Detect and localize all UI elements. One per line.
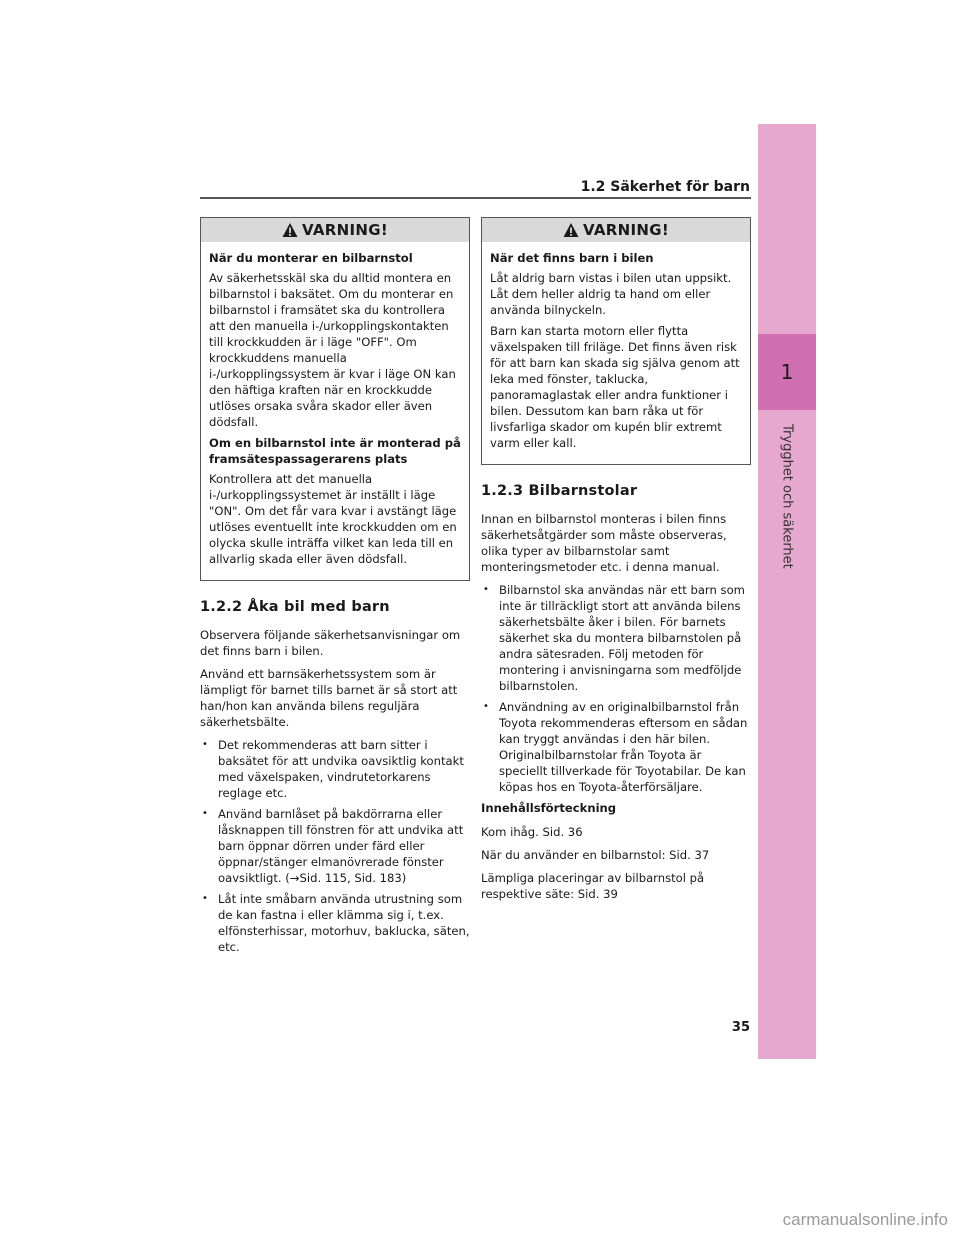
warning-subheading: När det finns barn i bilen <box>490 251 654 265</box>
warning-label: VARNING! <box>583 221 669 239</box>
watermark: carmanualsonline.info <box>782 1210 948 1229</box>
bullet-list <box>200 737 470 955</box>
list-item: • Använd barnlåset på bakdörrarna eller låsknappen till fönstren för att undvika att barn öppnar dörren under färd eller öppnar/stänger elmanövrerade fönster oavsiktligt. (→Sid. 115, Sid. 183) <box>200 806 470 886</box>
chapter-side-tab <box>758 124 816 1059</box>
toc-item: När du använder en bilbarnstol: Sid. 37 <box>481 848 710 862</box>
page-number: 35 <box>731 1020 750 1035</box>
paragraph: Innan en bilbarnstol monteras i bilen finns säkerhetsåtgärder som måste observeras, olika typer av bilbarnstolar samt monteringsmetoder etc. i denna manual. <box>481 512 727 574</box>
section-heading: 1.2.2 Åka bil med barn <box>200 599 390 615</box>
paragraph: Använd ett barnsäkerhetssystem som är lämpligt för barnet tills barnet är så stort att han/hon kan använda bilens reguljära säkerhetsbälte. <box>200 667 458 729</box>
warning-header <box>482 217 750 242</box>
warning-text: Kontrollera att det manuella i-/urkopplingssystemet är inställt i läge "ON". Om det får vara kvar i avstängt läge utlöses eventuellt inte krockkudden om en olycka skulle inträffa vilket kan leda till en allvarlig skada eller även dödsfall. <box>209 472 457 566</box>
warning-box-left <box>200 217 470 581</box>
paragraph: Observera följande säkerhetsanvisningar om det finns barn i bilen. <box>200 628 461 658</box>
list-item: • Användning av en originalbilbarnstol från Toyota rekommenderas eftersom en sådan kan tryggt användas i den här bilen. Originalbilbarnstolar från Toyota är speciellt tillverkade för Toyotabilar. De kan köpas hos en Toyota-återförsäljare. <box>481 699 751 795</box>
list-item: • Bilbarnstol ska användas när ett barn som inte är tillräckligt stort att använda bilens säkerhetsbälte åker i bilen. För barnets säkerhet ska du montera bilbarnstolen på andra sätesraden. Följ metoden för montering i anvisningarna som medföljde bilbarnstolen. <box>481 582 751 694</box>
warning-text: Barn kan starta motorn eller flytta växelspaken till friläge. Det finns även risk för att barn kan skada sig själva genom att leka med fönster, taklucka, panoramaglastak eller andra funktioner i bilen. Dessutom kan barn råka ut för livsfarliga skador om kupén blir extremt varm eller kall. <box>490 324 740 450</box>
warning-text: Låt aldrig barn vistas i bilen utan uppsikt. Låt dem heller aldrig ta hand om eller använda bilnyckeln. <box>490 271 732 317</box>
left-column <box>200 217 470 961</box>
toc-item: Lämpliga placeringar av bilbarnstol på respektive säte: Sid. 39 <box>481 871 705 901</box>
list-item: • Låt inte småbarn använda utrustning som de kan fastna i eller klämma sig i, t.ex. elfönsterhissar, motorhuv, baklucka, säten, etc. <box>200 891 470 955</box>
warning-icon <box>282 222 298 238</box>
warning-text: Av säkerhetsskäl ska du alltid montera en bilbarnstol i baksätet. Om du monterar en bilbarnstol i framsätet ska du kontrollera att den manuella i-/urkopplingskontakten till krockkudden är i läge "OFF". Om krockkuddens manuella i-/urkopplingssystem är kvar i läge ON kan den häftiga kraften när en krockkudde utlöses orsaka svåra skador eller även dödsfall. <box>209 271 456 429</box>
chapter-number: 1 <box>758 334 816 410</box>
toc-heading: Innehållsförteckning <box>481 801 617 815</box>
header-divider <box>200 197 751 199</box>
warning-box-right <box>481 217 751 465</box>
section-heading: 1.2.3 Bilbarnstolar <box>481 483 638 499</box>
page-header-title: 1.2 Säkerhet för barn <box>580 179 750 195</box>
bullet-list <box>481 582 751 795</box>
warning-header <box>201 217 469 242</box>
toc-item: Kom ihåg. Sid. 36 <box>481 825 583 839</box>
right-column <box>481 217 751 909</box>
chapter-title-text: Trygghet och säkerhet <box>779 424 795 569</box>
warning-label: VARNING! <box>302 221 388 239</box>
warning-subheading: Om en bilbarnstol inte är monterad på framsätespassagerarens plats <box>209 436 461 466</box>
warning-icon <box>563 222 579 238</box>
chapter-title-vertical <box>758 424 816 604</box>
list-item: • Det rekommenderas att barn sitter i baksätet för att undvika oavsiktlig kontakt med växelspaken, vindrutetorkarens reglage etc. <box>200 737 470 801</box>
warning-subheading: När du monterar en bilbarnstol <box>209 251 413 265</box>
